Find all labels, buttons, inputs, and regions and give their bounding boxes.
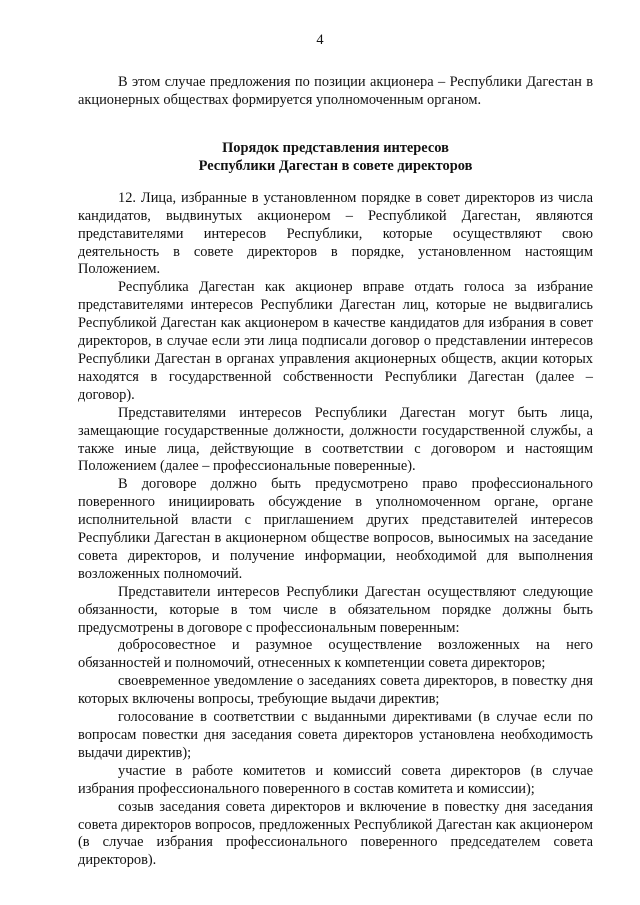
section-heading-line-1: Порядок представления интересов — [222, 139, 449, 156]
obligation-item-committees: участие в работе комитетов и комиссий совета директоров (в случае избрания профессионального поверенного в состав комитета и комиссии); — [78, 762, 593, 797]
document-body — [78, 74, 593, 870]
paragraph-12: 12. Лица, избранные в установленном порядке в совет директоров из числа кандидатов, выдвинутых акционером – Республикой Дагестан, являются представителями интересов Республики, которые осуществляют свою деятельность в совете директоров в порядке, установленном настоящим Положением. — [78, 189, 593, 278]
obligation-item-notification: своевременное уведомление о заседаниях совета директоров, в повестку дня которых включены вопросы, требующие выдачи директив; — [78, 673, 593, 708]
paragraph-obligations-intro: Представители интересов Республики Дагестан осуществляют следующие обязанности, которые в том числе в обязательном порядке должны быть предусмотрены в договоре с профессиональным поверенным: — [78, 583, 593, 636]
section-heading — [78, 139, 593, 175]
paragraph-contract-rights: В договоре должно быть предусмотрено право профессионального поверенного инициировать обсуждение в уполномоченном органе, органе исполнительной власти с приглашением других представителей интересов Республики Дагестан в акционерном обществе вопросов, выносимых на заседание совета директоров, и получение информации, необходимой для выполнения возложенных полномочий. — [78, 476, 593, 582]
paragraph-voting-rights: Республика Дагестан как акционер вправе отдать голоса за избрание представителями интересов Республики Дагестан лиц, которые не выдвигались Республикой Дагестан как акционером в качестве кандидатов для избрания в совет директоров, в случае если эти лица подписали договор о представлении интересов Республики Дагестан в органах управления акционерных обществ, акции которых находятся в государственной собственности Республики Дагестан (далее – договор). — [78, 279, 593, 403]
page-number: 4 — [316, 32, 324, 48]
obligation-item-convening: созыв заседания совета директоров и включение в повестку дня заседания совета директоров вопросов, предложенных Республикой Дагестан как акционером (в случае избрания профессионального поверенного председателем совета директоров). — [78, 798, 593, 869]
paragraph-representatives: Представителями интересов Республики Дагестан могут быть лица, замещающие государственные должности, должности государственной службы, а также иные лица, действующие в соответствии с договором и настоящим Положением (далее – профессиональные поверенные). — [78, 404, 593, 475]
intro-paragraph: В этом случае предложения по позиции акционера – Республики Дагестан в акционерных обществах формируется уполномоченным органом. — [78, 74, 593, 108]
obligation-item-voting: голосование в соответствии с выданными директивами (в случае если по вопросам повестки дня заседания совета директоров установлена необходимость выдачи директив); — [78, 709, 593, 761]
section-heading-line-2: Республики Дагестан в совете директоров — [198, 157, 473, 174]
obligation-item-diligence: добросовестное и разумное осуществление возложенных на него обязанностей и полномочий, отнесенных к компетенции совета директоров; — [78, 637, 593, 672]
